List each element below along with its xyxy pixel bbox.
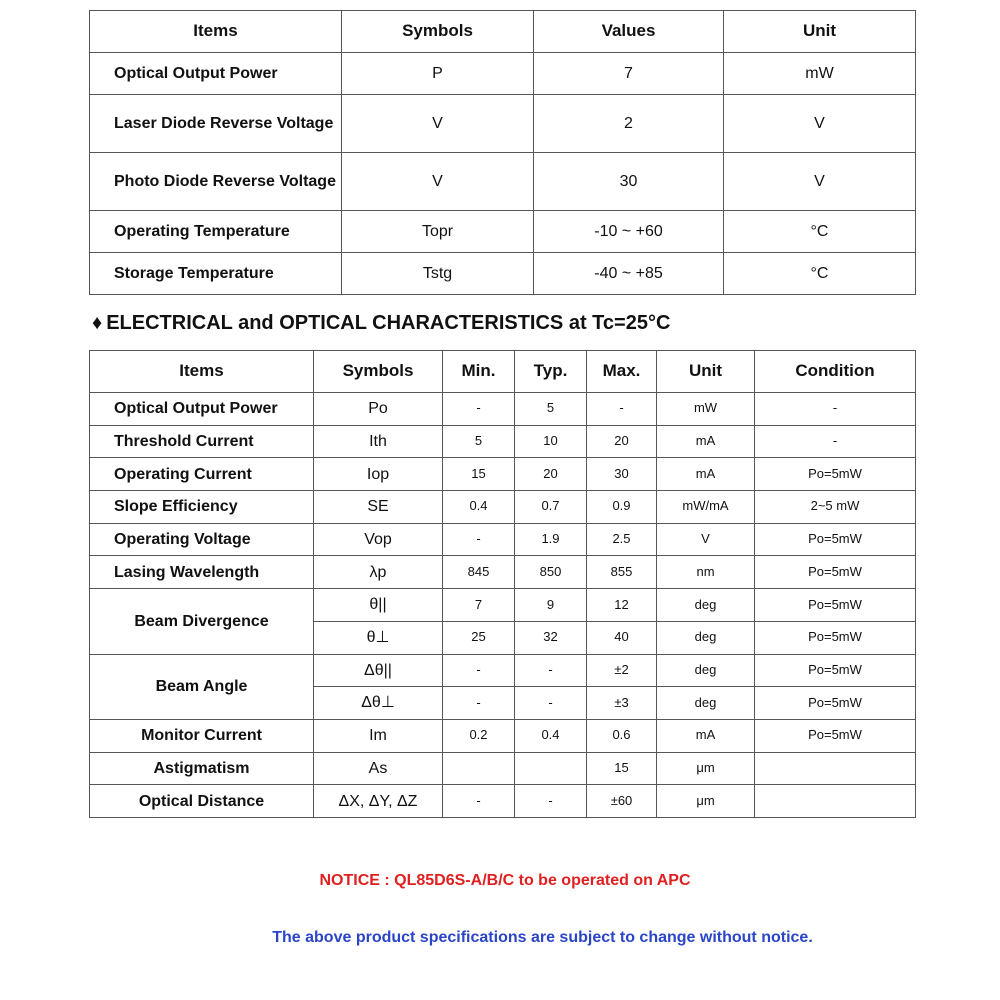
unit-cell: V <box>724 95 916 153</box>
symbol-cell: θ⊥ <box>314 621 443 654</box>
symbol-cell: Δθ⊥ <box>314 687 443 720</box>
max-cell: 30 <box>587 458 657 491</box>
unit-cell: mA <box>657 719 755 752</box>
item-cell: Beam Angle <box>90 654 314 719</box>
item-cell: Optical Distance <box>90 785 314 818</box>
spec-change-disclaimer: The above product specifications are subject to change without notice. <box>272 929 813 946</box>
table-row <box>90 589 916 622</box>
min-cell: 7 <box>443 589 515 622</box>
condition-cell: - <box>755 393 916 426</box>
min-cell: 845 <box>443 556 515 589</box>
header-typ: Typ. <box>515 351 587 393</box>
max-cell: ±3 <box>587 687 657 720</box>
typ-cell: 5 <box>515 393 587 426</box>
unit-cell: °C <box>724 211 916 253</box>
header-items: Items <box>90 351 314 393</box>
condition-cell: Po=5mW <box>755 458 916 491</box>
symbol-cell: Im <box>314 719 443 752</box>
table-header-row <box>90 11 916 53</box>
min-cell: 0.4 <box>443 491 515 524</box>
header-symbols: Symbols <box>342 11 534 53</box>
absolute-maximum-ratings-table <box>89 10 916 295</box>
max-cell: 40 <box>587 621 657 654</box>
apc-notice: NOTICE : QL85D6S-A/B/C to be operated on APC <box>319 872 691 889</box>
value-cell: 30 <box>534 153 724 211</box>
electrical-optical-characteristics-table <box>89 350 916 818</box>
table-row <box>90 458 916 491</box>
condition-cell: Po=5mW <box>755 621 916 654</box>
value-cell: -40 ~ +85 <box>534 253 724 295</box>
min-cell <box>443 752 515 785</box>
symbol-cell: V <box>342 95 534 153</box>
max-cell: 0.9 <box>587 491 657 524</box>
symbol-cell: Po <box>314 393 443 426</box>
table-row <box>90 523 916 556</box>
symbol-cell: Topr <box>342 211 534 253</box>
table-row <box>90 153 916 211</box>
symbol-cell: Tstg <box>342 253 534 295</box>
item-cell: Threshold Current <box>90 425 314 458</box>
item-cell: Operating Current <box>90 458 314 491</box>
symbol-cell: ΔX, ΔY, ΔZ <box>314 785 443 818</box>
table-row <box>90 785 916 818</box>
condition-cell: Po=5mW <box>755 654 916 687</box>
header-condition: Condition <box>755 351 916 393</box>
typ-cell: 1.9 <box>515 523 587 556</box>
item-cell: Astigmatism <box>90 752 314 785</box>
typ-cell: 20 <box>515 458 587 491</box>
header-unit: Unit <box>724 11 916 53</box>
condition-cell: Po=5mW <box>755 589 916 622</box>
max-cell: ±2 <box>587 654 657 687</box>
typ-cell: - <box>515 687 587 720</box>
max-cell: 12 <box>587 589 657 622</box>
unit-cell: °C <box>724 253 916 295</box>
typ-cell: - <box>515 785 587 818</box>
unit-cell: mW <box>657 393 755 426</box>
typ-cell: 10 <box>515 425 587 458</box>
unit-cell: deg <box>657 654 755 687</box>
symbol-cell: Ith <box>314 425 443 458</box>
symbol-cell: Vop <box>314 523 443 556</box>
symbol-cell: P <box>342 53 534 95</box>
table-row <box>90 425 916 458</box>
unit-cell: μm <box>657 785 755 818</box>
symbol-cell: λp <box>314 556 443 589</box>
max-cell: - <box>587 393 657 426</box>
symbol-cell: Iop <box>314 458 443 491</box>
condition-cell: - <box>755 425 916 458</box>
max-cell: 15 <box>587 752 657 785</box>
item-cell: Operating Temperature <box>90 211 342 253</box>
header-items: Items <box>90 11 342 53</box>
header-values: Values <box>534 11 724 53</box>
max-cell: ±60 <box>587 785 657 818</box>
condition-cell: Po=5mW <box>755 556 916 589</box>
table-row <box>90 253 916 295</box>
max-cell: 2.5 <box>587 523 657 556</box>
typ-cell: 9 <box>515 589 587 622</box>
symbol-cell: Δθ|| <box>314 654 443 687</box>
unit-cell: nm <box>657 556 755 589</box>
unit-cell: mW <box>724 53 916 95</box>
item-cell: Laser Diode Reverse Voltage <box>90 95 342 153</box>
min-cell: - <box>443 523 515 556</box>
condition-cell: Po=5mW <box>755 719 916 752</box>
min-cell: 0.2 <box>443 719 515 752</box>
symbol-cell: θ|| <box>314 589 443 622</box>
item-cell: Optical Output Power <box>90 393 314 426</box>
item-cell: Lasing Wavelength <box>90 556 314 589</box>
item-cell: Operating Voltage <box>90 523 314 556</box>
condition-cell: 2~5 mW <box>755 491 916 524</box>
item-cell: Optical Output Power <box>90 53 342 95</box>
value-cell: 2 <box>534 95 724 153</box>
min-cell: - <box>443 654 515 687</box>
min-cell: - <box>443 785 515 818</box>
max-cell: 855 <box>587 556 657 589</box>
item-cell: Photo Diode Reverse Voltage <box>90 153 342 211</box>
item-cell: Storage Temperature <box>90 253 342 295</box>
min-cell: 5 <box>443 425 515 458</box>
typ-cell: 0.4 <box>515 719 587 752</box>
item-cell: Slope Efficiency <box>90 491 314 524</box>
table-row <box>90 719 916 752</box>
item-cell: Beam Divergence <box>90 589 314 654</box>
table-row <box>90 556 916 589</box>
unit-cell: deg <box>657 621 755 654</box>
header-max: Max. <box>587 351 657 393</box>
min-cell: 25 <box>443 621 515 654</box>
condition-cell <box>755 785 916 818</box>
table-row <box>90 654 916 687</box>
table-row <box>90 53 916 95</box>
section-heading <box>92 312 670 335</box>
symbol-cell: As <box>314 752 443 785</box>
typ-cell: 32 <box>515 621 587 654</box>
unit-cell: μm <box>657 752 755 785</box>
table-row <box>90 211 916 253</box>
table-row <box>90 393 916 426</box>
max-cell: 0.6 <box>587 719 657 752</box>
typ-cell: 850 <box>515 556 587 589</box>
unit-cell: V <box>657 523 755 556</box>
value-cell: -10 ~ +60 <box>534 211 724 253</box>
unit-cell: deg <box>657 687 755 720</box>
header-min: Min. <box>443 351 515 393</box>
max-cell: 20 <box>587 425 657 458</box>
condition-cell: Po=5mW <box>755 687 916 720</box>
unit-cell: V <box>724 153 916 211</box>
unit-cell: mA <box>657 458 755 491</box>
min-cell: - <box>443 393 515 426</box>
unit-cell: deg <box>657 589 755 622</box>
unit-cell: mA <box>657 425 755 458</box>
table-header-row <box>90 351 916 393</box>
section-heading-text: ELECTRICAL and OPTICAL CHARACTERISTICS at Tc=25°C <box>106 312 671 334</box>
unit-cell: mW/mA <box>657 491 755 524</box>
value-cell: 7 <box>534 53 724 95</box>
diamond-bullet-icon: ♦ <box>92 312 103 334</box>
table-row <box>90 491 916 524</box>
condition-cell <box>755 752 916 785</box>
header-symbols: Symbols <box>314 351 443 393</box>
symbol-cell: V <box>342 153 534 211</box>
typ-cell <box>515 752 587 785</box>
table-row <box>90 95 916 153</box>
header-unit: Unit <box>657 351 755 393</box>
typ-cell: - <box>515 654 587 687</box>
item-cell: Monitor Current <box>90 719 314 752</box>
min-cell: 15 <box>443 458 515 491</box>
min-cell: - <box>443 687 515 720</box>
typ-cell: 0.7 <box>515 491 587 524</box>
symbol-cell: SE <box>314 491 443 524</box>
table-row <box>90 752 916 785</box>
condition-cell: Po=5mW <box>755 523 916 556</box>
